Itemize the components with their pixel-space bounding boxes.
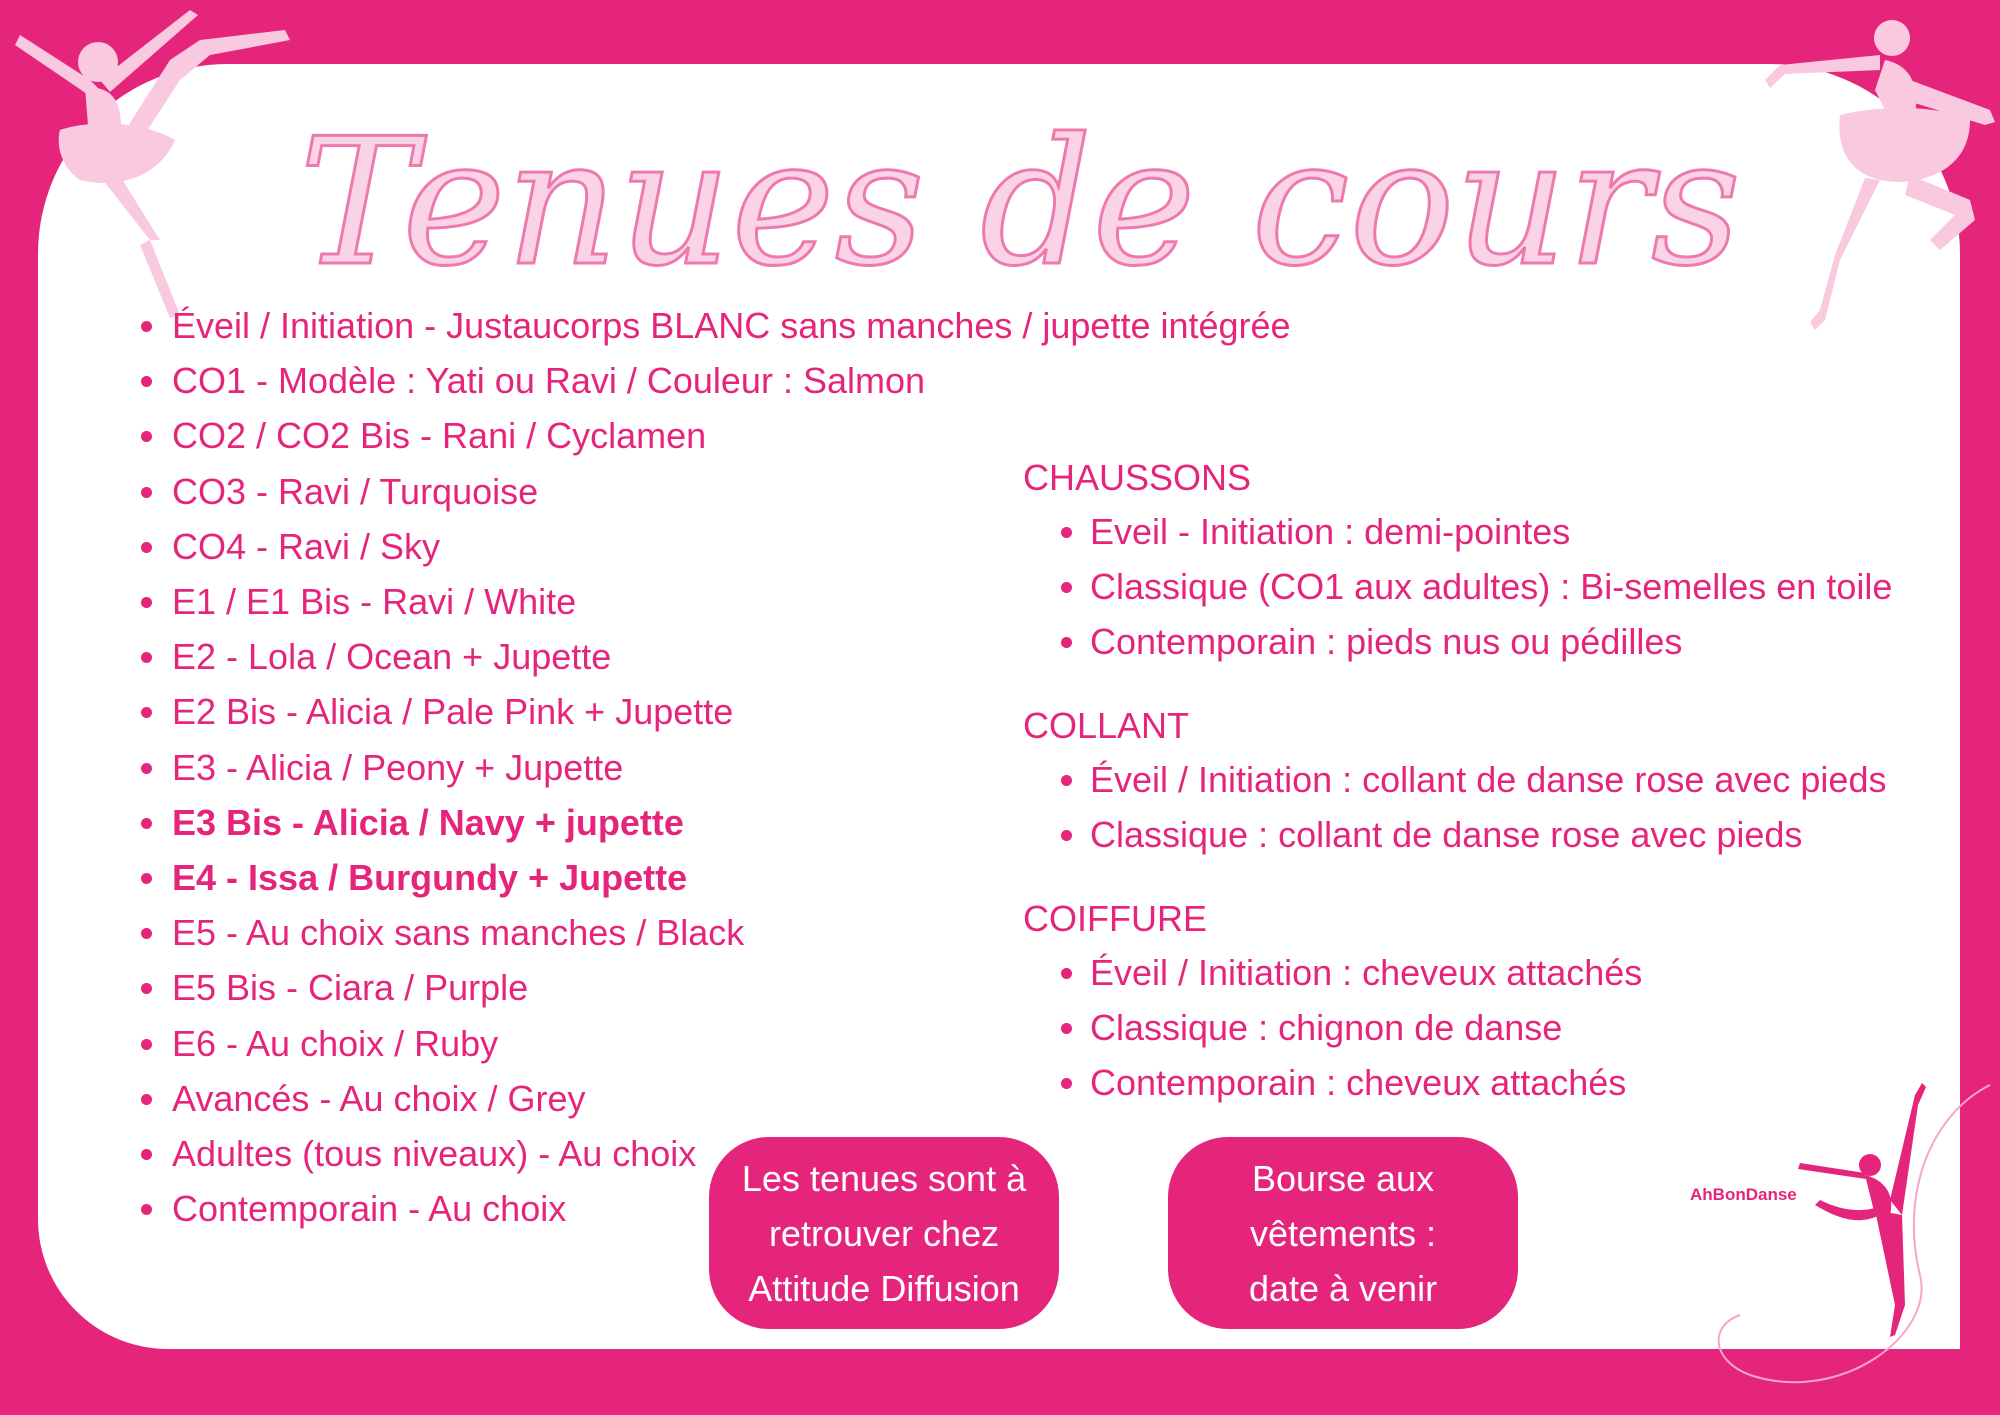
list-item: • E3 - Alicia / Peony + Jupette — [170, 740, 1291, 795]
chaussons-section — [1023, 456, 1892, 670]
list-item: • Classique : collant de danse rose avec pieds — [1090, 807, 1886, 862]
ahbondanse-logo: AhBonDanse — [1690, 1185, 1797, 1204]
list-item: • E4 - Issa / Burgundy + Jupette — [170, 850, 1291, 905]
list-item: • Classique (CO1 aux adultes) : Bi-semelles en toile — [1090, 559, 1892, 614]
list-item: • Eveil - Initiation : demi-pointes — [1090, 504, 1892, 559]
coiffure-section — [1023, 897, 1642, 1111]
list-item: • CO1 - Modèle : Yati ou Ravi / Couleur : Salmon — [170, 353, 1291, 408]
coiffure-list — [1023, 945, 1642, 1111]
list-item: • Avancés - Au choix / Grey — [170, 1071, 1291, 1126]
attitude-diffusion-label: Les tenues sont à retrouver chez Attitude Diffusion — [741, 1157, 1027, 1309]
bourse-vetements-label: Bourse aux vêtements : date à venir — [1248, 1157, 1438, 1309]
list-item: • E6 - Au choix / Ruby — [170, 1016, 1291, 1071]
list-item: • E2 Bis - Alicia / Pale Pink + Jupette — [170, 684, 1291, 739]
list-item: • Contemporain : cheveux attachés — [1090, 1055, 1642, 1110]
list-item: • Éveil / Initiation - Justaucorps BLANC sans manches / jupette intégrée — [170, 298, 1291, 353]
collant-list — [1023, 752, 1886, 862]
collant-section — [1023, 704, 1886, 862]
list-item: • E5 - Au choix sans manches / Black — [170, 905, 1291, 960]
list-item: • Classique : chignon de danse — [1090, 1000, 1642, 1055]
coiffure-title: COIFFURE — [1023, 898, 1207, 939]
list-item: • Éveil / Initiation : collant de danse rose avec pieds — [1090, 752, 1886, 807]
list-item: • Contemporain - Au choix — [170, 1181, 1291, 1236]
dancer-logo-icon — [1690, 1075, 2000, 1415]
bourse-vetements-button[interactable] — [1168, 1137, 1518, 1329]
chaussons-title: CHAUSSONS — [1023, 457, 1252, 498]
ballerina-top-left-icon — [0, 0, 300, 320]
list-item: • Contemporain : pieds nus ou pédilles — [1090, 614, 1892, 669]
list-item: • E3 Bis - Alicia / Navy + jupette — [170, 795, 1291, 850]
ballerina-top-right-icon — [1740, 10, 2000, 340]
list-item: • E5 Bis - Ciara / Purple — [170, 960, 1291, 1015]
attitude-diffusion-button[interactable] — [709, 1137, 1059, 1329]
collant-title: COLLANT — [1023, 705, 1190, 746]
page-title-text: Tenues de cours — [299, 102, 1741, 305]
list-item: • E2 - Lola / Ocean + Jupette — [170, 629, 1291, 684]
list-item: • CO4 - Ravi / Sky — [170, 519, 1291, 574]
list-item: • CO2 / CO2 Bis - Rani / Cyclamen — [170, 408, 1291, 463]
list-item: • Éveil / Initiation : cheveux attachés — [1090, 945, 1642, 1000]
chaussons-list — [1023, 504, 1892, 670]
list-item: • Adultes (tous niveaux) - Au choix — [170, 1126, 1291, 1181]
page-title — [299, 88, 1741, 305]
list-item: • E1 / E1 Bis - Ravi / White — [170, 574, 1291, 629]
list-item: • CO3 - Ravi / Turquoise — [170, 464, 1291, 519]
